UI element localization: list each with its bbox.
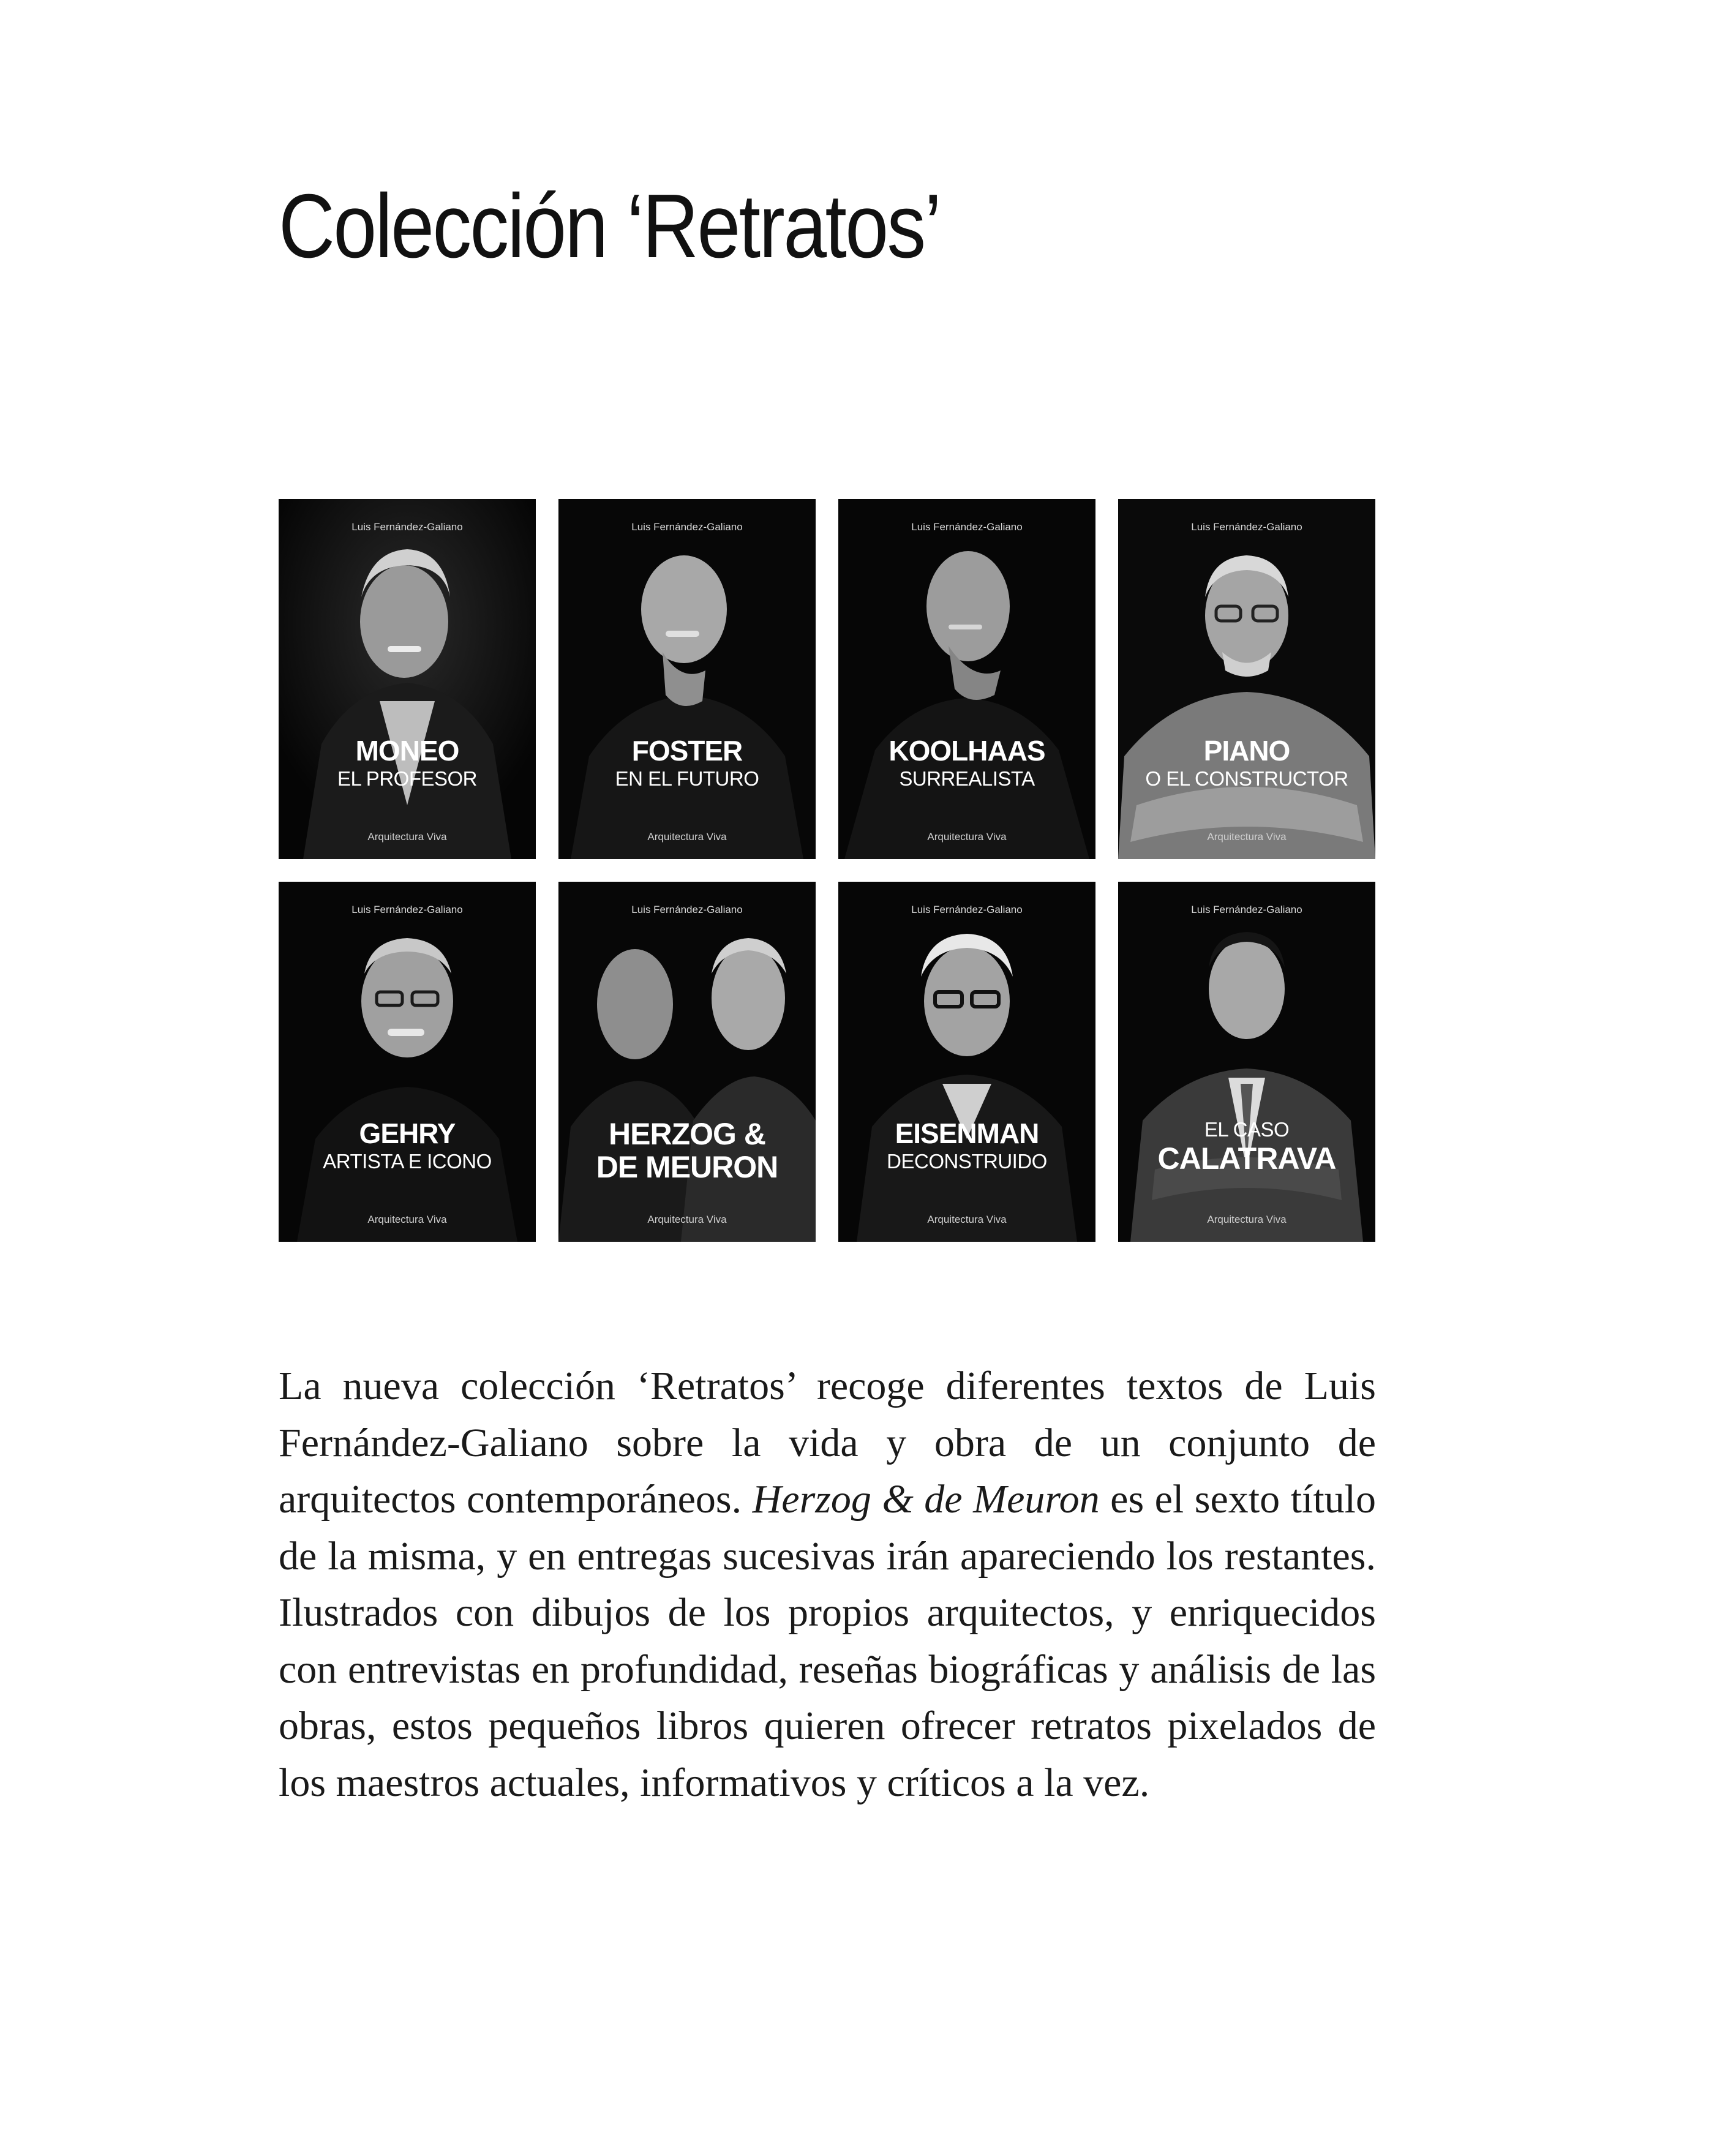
description-paragraph <box>279 1358 1376 1811</box>
cover-title: EISENMAN <box>895 1117 1039 1149</box>
cover-publisher: Arquitectura Viva <box>367 1214 447 1225</box>
cover-author: Luis Fernández-Galiano <box>351 904 463 915</box>
cover-publisher: Arquitectura Viva <box>647 831 727 843</box>
portrait-image <box>558 499 816 859</box>
description-italic-title: Herzog & de Meuron <box>752 1477 1100 1522</box>
cover-subtitle: DE MEURON <box>596 1150 778 1184</box>
portrait-image <box>558 882 816 1242</box>
cover-author: Luis Fernández-Galiano <box>911 521 1023 533</box>
cover-title: CALATRAVA <box>1157 1141 1336 1176</box>
cover-subtitle: EL PROFESOR <box>337 767 477 790</box>
cover-title: MONEO <box>355 735 459 767</box>
cover-subtitle: ARTISTA E ICONO <box>323 1150 492 1173</box>
description-text: La nueva colección ‘Retratos’ recoge diferentes textos de Luis Fernández-Galiano sobre la vida y obra de un conjunto de arquitectos contemporáneos. <box>279 1364 1376 1522</box>
cover-author: Luis Fernández-Galiano <box>1191 521 1302 533</box>
cover-publisher: Arquitectura Viva <box>1207 831 1287 843</box>
cover-author: Luis Fernández-Galiano <box>631 904 743 915</box>
portrait-image <box>838 882 1095 1242</box>
cover-subtitle: O EL CONSTRUCTOR <box>1145 767 1348 790</box>
page-title: Colección ‘Retratos’ <box>279 176 941 277</box>
cover-title: HERZOG & <box>609 1117 765 1151</box>
cover-publisher: Arquitectura Viva <box>927 1214 1007 1225</box>
cover-subtitle: SURREALISTA <box>899 767 1035 790</box>
cover-publisher: Arquitectura Viva <box>1207 1214 1287 1225</box>
portrait-image <box>838 499 1095 859</box>
cover-publisher: Arquitectura Viva <box>647 1214 727 1225</box>
description-text-continued: es el sexto título de la misma, y en entregas sucesivas irán apareciendo los restantes. Ilustrados con dibujos de los propios arquitectos, y enriquecidos con entrevistas en profundidad, reseñas biográficas y análisis de las obras, estos pequeños libros quieren ofrecer retratos pixelados de los maestros actuales, informativos y críticos a la vez. <box>279 1477 1376 1805</box>
cover-author: Luis Fernández-Galiano <box>911 904 1023 915</box>
portrait-image <box>1118 882 1375 1242</box>
cover-publisher: Arquitectura Viva <box>927 831 1007 843</box>
cover-author: Luis Fernández-Galiano <box>351 521 463 533</box>
book-covers-grid <box>279 499 1376 1240</box>
cover-title: KOOLHAAS <box>889 735 1045 767</box>
book-cover-herzog-de-meuron <box>558 882 816 1242</box>
portrait-image <box>1118 499 1375 859</box>
cover-title: PIANO <box>1203 735 1290 767</box>
cover-subtitle: EL CASO <box>1204 1118 1290 1141</box>
book-cover-foster <box>558 499 816 859</box>
cover-subtitle: DECONSTRUIDO <box>887 1150 1047 1173</box>
book-cover-moneo <box>279 499 536 859</box>
cover-title: GEHRY <box>359 1117 456 1149</box>
cover-author: Luis Fernández-Galiano <box>631 521 743 533</box>
cover-subtitle: EN EL FUTURO <box>615 767 759 790</box>
book-cover-gehry <box>279 882 536 1242</box>
portrait-image <box>279 882 536 1242</box>
cover-author: Luis Fernández-Galiano <box>1191 904 1302 915</box>
cover-publisher: Arquitectura Viva <box>367 831 447 843</box>
book-cover-eisenman <box>838 882 1095 1242</box>
cover-title: FOSTER <box>631 735 743 767</box>
book-cover-koolhaas <box>838 499 1095 859</box>
book-cover-piano <box>1118 499 1375 859</box>
portrait-image <box>279 499 536 859</box>
book-cover-calatrava <box>1118 882 1375 1242</box>
